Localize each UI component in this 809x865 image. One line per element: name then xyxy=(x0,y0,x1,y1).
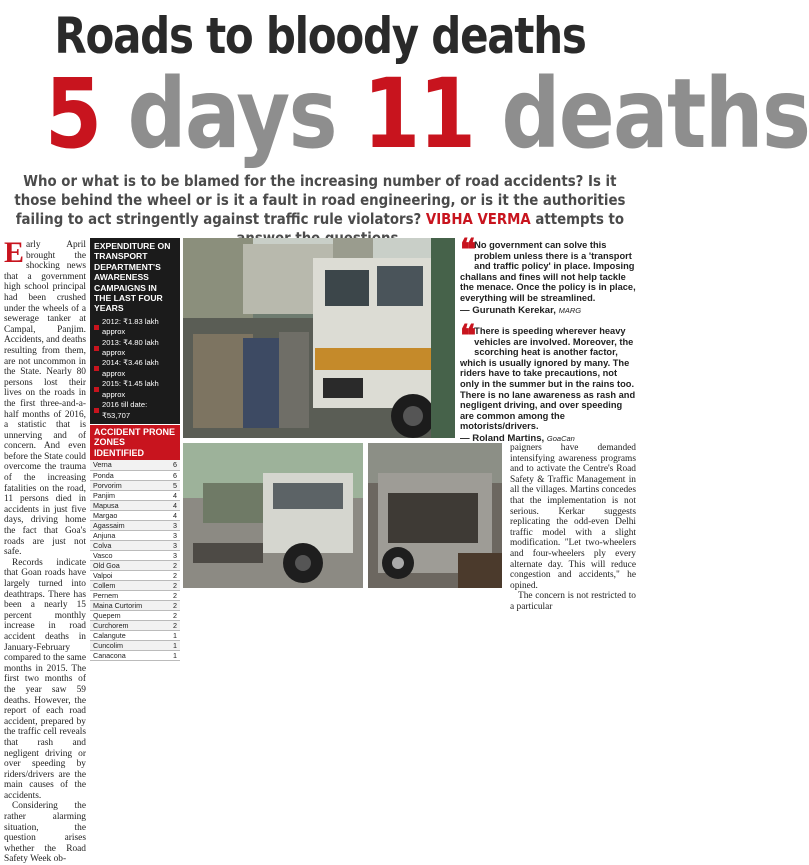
zone-count: 4 xyxy=(164,510,180,520)
quote-author: — Gurunath Kerekar, xyxy=(460,304,556,316)
bullet-square-icon xyxy=(94,387,99,392)
zone-count: 2 xyxy=(164,580,180,590)
expenditure-item xyxy=(94,400,176,421)
photo-accident-scene-road xyxy=(183,443,363,588)
zone-count: 2 xyxy=(164,560,180,570)
subhead-days-word: days xyxy=(100,58,363,170)
zone-name: Porvorim xyxy=(90,480,164,490)
bullet-square-icon xyxy=(94,325,99,330)
table-row xyxy=(90,650,180,660)
zone-count: 4 xyxy=(164,490,180,500)
article-paragraph xyxy=(4,236,87,558)
deck-tail: attempts to xyxy=(535,210,625,228)
expenditure-item-text: 2015: ₹1.45 lakh approx xyxy=(102,379,159,399)
zone-count: 3 xyxy=(164,550,180,560)
table-row xyxy=(90,570,180,580)
quote-org: MARG xyxy=(558,305,582,315)
zone-name: Old Goa xyxy=(90,560,164,570)
zone-count: 2 xyxy=(164,610,180,620)
photo-accident-truck-crowd xyxy=(183,238,455,438)
photo-damaged-vehicle xyxy=(368,443,502,588)
bullet-square-icon xyxy=(94,366,99,371)
expenditure-item xyxy=(94,379,176,400)
zone-count: 2 xyxy=(164,600,180,610)
zone-count: 1 xyxy=(164,650,180,660)
table-row xyxy=(90,620,180,630)
damaged-vehicle-illustration xyxy=(368,443,502,588)
table-row xyxy=(90,490,180,500)
table-row xyxy=(90,580,180,590)
expenditure-item xyxy=(94,358,176,379)
zone-count: 2 xyxy=(164,620,180,630)
article-column-right xyxy=(510,443,636,612)
zone-name: Anjuna xyxy=(90,530,164,540)
bullet-square-icon xyxy=(94,346,99,351)
byline: VIBHA VERMA xyxy=(425,210,531,228)
subhead-deaths-number: 11 xyxy=(362,58,475,170)
quote-mark-icon: ❝ xyxy=(460,233,473,268)
headline: Roads to bloody deaths xyxy=(54,7,586,65)
subhead xyxy=(44,58,809,170)
zone-name: Colva xyxy=(90,540,164,550)
article-paragraph: Considering the rather alarming situation, the question arises whether the Road Safety Week ob- xyxy=(4,801,86,865)
truck-crowd-illustration xyxy=(183,238,455,438)
deck xyxy=(6,172,634,248)
article-paragraph-text: arly April brought the shocking news that a government high school principal had been crushed under the wheels of a sewerage tanker at Campal, Panjim. Accidents, and deaths resulting from them, are not uncommon in the State. Nearly 80 persons lost their lives on the roads in the first three-and-a-half months of 2016, a statistic that is unnerving and of concern. And even before the State could overcome the trauma of the increasing fatalities on the road, 11 persons died in accidents in just five days, driving home the fact that Goa's roads are just not safe. xyxy=(4,240,87,558)
zone-name: Verna xyxy=(90,460,164,470)
zone-name: Cuncolim xyxy=(90,640,164,650)
table-row xyxy=(90,540,180,550)
quote-org: GoaCan xyxy=(546,433,575,443)
zone-name: Agassaim xyxy=(90,520,164,530)
bullet-square-icon xyxy=(94,408,99,413)
expenditure-item-text: 2014: ₹3.46 lakh approx xyxy=(102,358,159,378)
expenditure-item xyxy=(94,338,176,359)
expenditure-item xyxy=(94,317,176,338)
zone-name: Mapusa xyxy=(90,500,164,510)
road-scene-illustration xyxy=(183,443,363,588)
subhead-days-number: 5 xyxy=(44,58,101,170)
quote-author: — Roland Martins, xyxy=(460,432,545,444)
article-paragraph: paigners have demanded intensifying awareness programs and to activate the Centre's Road Safety & Traffic Management in all the villages. Martins concedes that the implementation is not serious. Kerkar suggests replicating the odd-even Delhi traffic model with a slight modification. "Let two-wheelers and four-wheelers ply every alternate day. This will reduce congestion and accidents," he opined. xyxy=(510,443,636,591)
zone-count: 6 xyxy=(164,470,180,480)
quote-text: No government can solve this problem unless there is a 'transport and traffic policy' in place. Imposing challans and fines will not help tackle the menace. Once the policy is in place, everything will be streamlined. xyxy=(460,240,636,303)
expenditure-item-text: 2012: ₹1.83 lakh approx xyxy=(102,316,159,337)
zone-name: Curchorem xyxy=(90,620,164,630)
quote-mark-icon: ❝ xyxy=(460,319,473,354)
table-row xyxy=(90,630,180,640)
deck-text: Who or what is to be blamed for the increasing number of road accidents? Is it those behind the wheel or is it a fault in road engineering, or is it the authorities failing to act stringently against traffic rule violators? xyxy=(14,172,626,228)
zone-count: 1 xyxy=(164,630,180,640)
table-row xyxy=(90,470,180,480)
zone-name: Maina Curtorim xyxy=(90,600,164,610)
zone-count: 3 xyxy=(164,520,180,530)
zone-name: Calangute xyxy=(90,630,164,640)
zone-count: 6 xyxy=(164,460,180,470)
zone-name: Ponda xyxy=(90,470,164,480)
quote-attribution xyxy=(460,306,636,317)
zone-name: Panjim xyxy=(90,490,164,500)
expenditure-item-text: 2016 till date: ₹53,707 xyxy=(102,400,148,420)
table-row xyxy=(90,520,180,530)
table-row xyxy=(90,600,180,610)
zone-count: 2 xyxy=(164,570,180,580)
zone-count: 3 xyxy=(164,530,180,540)
article-paragraph: The concern is not restricted to a particular xyxy=(510,591,636,612)
zone-name: Quepem xyxy=(90,610,164,620)
table-row xyxy=(90,610,180,620)
quote-text: There is speeding wherever heavy vehicles are involved. Moreover, the scorching heat is another factor, which is usually ignored by many. The riders have to take precautions, not only in the summer but in the rains too. There is no lane awareness as rash and negligent driving, and over speeding are common among the motorists/drivers. xyxy=(460,326,636,432)
pull-quote-kerekar xyxy=(460,233,636,316)
zone-count: 3 xyxy=(164,540,180,550)
zone-name: Canacona xyxy=(90,650,164,660)
table-row xyxy=(90,560,180,570)
zones-heading: ACCIDENT PRONE ZONES IDENTIFIED xyxy=(90,425,180,461)
zone-name: Vasco xyxy=(90,550,164,560)
table-row xyxy=(90,500,180,510)
zone-name: Valpoi xyxy=(90,570,164,580)
table-row xyxy=(90,590,180,600)
zone-name: Collem xyxy=(90,580,164,590)
subhead-deaths-word: deaths xyxy=(474,58,809,170)
table-row xyxy=(90,460,180,470)
expenditure-sidebar xyxy=(90,238,180,660)
zone-count: 1 xyxy=(164,640,180,650)
zone-name: Margao xyxy=(90,510,164,520)
drop-cap: E xyxy=(4,236,25,269)
table-row xyxy=(90,510,180,520)
zone-name: Pernem xyxy=(90,590,164,600)
zone-count: 5 xyxy=(164,480,180,490)
zone-count: 4 xyxy=(164,500,180,510)
zones-table xyxy=(90,460,180,660)
sidebar-heading: EXPENDITURE ON TRANSPORT DEPARTMENT'S AWARENESS CAMPAIGNS IN THE LAST FOUR YEARS xyxy=(90,238,180,317)
article-paragraph: Records indicate that Goan roads have largely turned into deathtraps. There has been a nearly 15 percent monthly increase in road accident deaths in January-February compared to the same months in 2015. The first two months of the year saw 59 deaths. However, the report of each road accident, prepared by the traffic cell reveals that rash and negligent driving or over speeding by riders/drivers are the main causes of the accidents. xyxy=(4,557,86,801)
expenditure-item-text: 2013: ₹4.80 lakh approx xyxy=(102,337,159,358)
zone-count: 2 xyxy=(164,590,180,600)
table-row xyxy=(90,480,180,490)
pull-quote-martins xyxy=(460,319,636,445)
expenditure-list xyxy=(90,317,180,424)
table-row xyxy=(90,550,180,560)
article-column-left xyxy=(4,236,87,865)
table-row xyxy=(90,640,180,650)
table-row xyxy=(90,530,180,540)
